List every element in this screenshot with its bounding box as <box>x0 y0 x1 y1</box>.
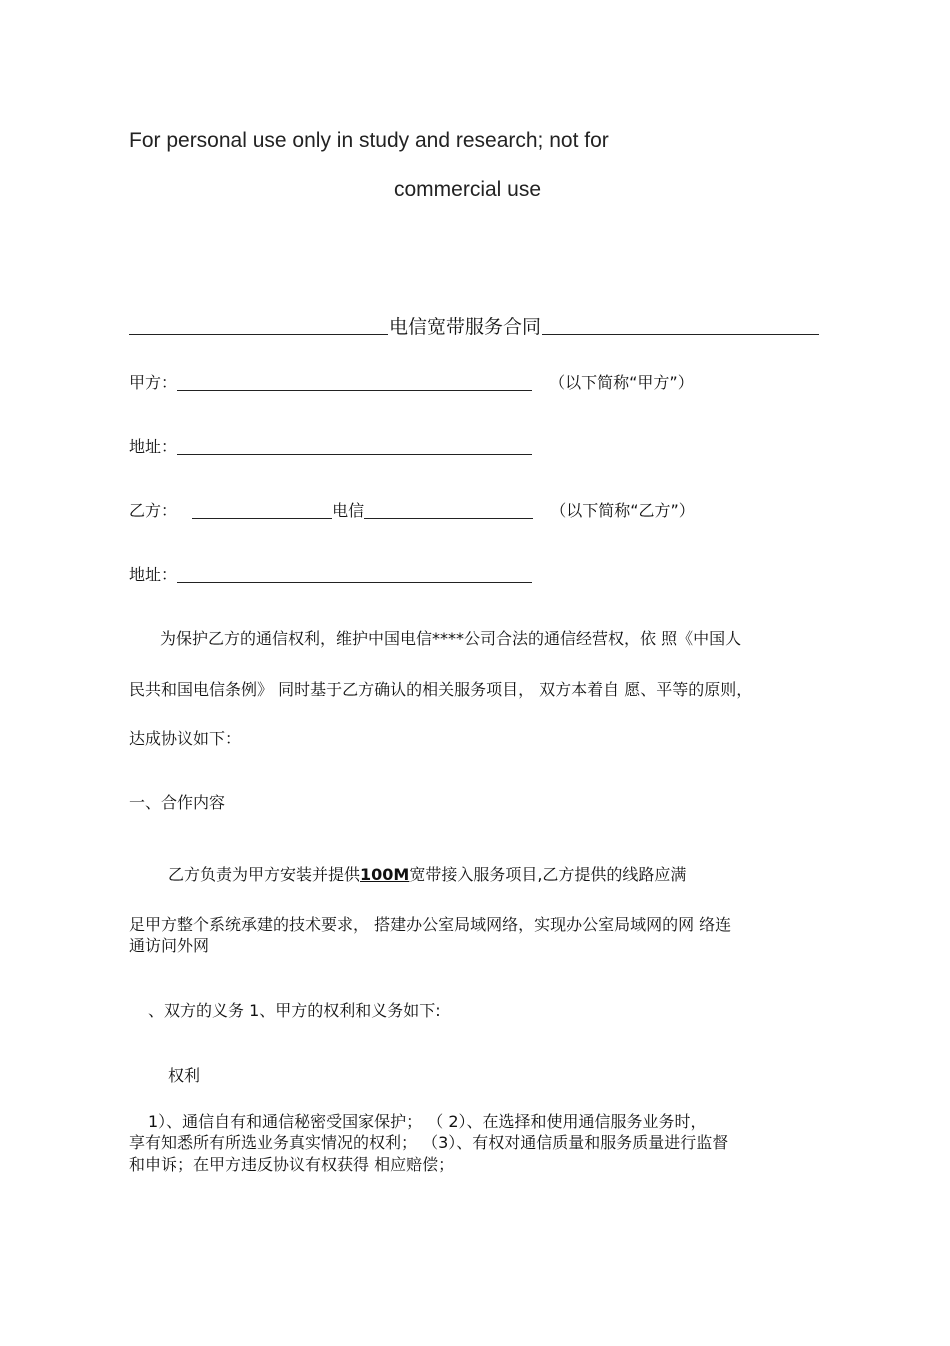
party-b-note: （以下简称“乙方”） <box>550 501 695 520</box>
address-a-blank[interactable] <box>177 438 532 455</box>
rights-line-1: 1）、通信自有和通信秘密受国家保护； （ 2）、在选择和使用通信服务业务时， <box>148 1112 707 1131</box>
party-a-blank[interactable] <box>177 374 532 391</box>
address-a-row <box>129 434 532 457</box>
party-a-note: （以下简称“甲方”） <box>549 373 694 392</box>
rights-line-3: 和申诉；在甲方违反协议有权获得 相应赔偿； <box>129 1155 455 1174</box>
party-a-row <box>129 370 694 393</box>
rights-heading: 权利 <box>168 1066 201 1085</box>
party-a-label: 甲方： <box>129 373 178 392</box>
address-b-row <box>129 562 532 585</box>
section-1-line-2: 足甲方整个系统承建的技术要求， 搭建办公室局域网络，实现办公室局域网的网 络连 <box>129 915 732 934</box>
party-b-blank-2[interactable] <box>364 502 533 519</box>
section-1-line-1-post: 宽带接入服务项目,乙方提供的线路应满 <box>409 865 687 884</box>
preamble-line-1: 为保护乙方的通信权利，维护中国电信****公司合法的通信经营权，依 照《中国人 <box>160 629 742 648</box>
section-2-heading: 、双方的义务 1、甲方的权利和义务如下: <box>148 1001 441 1020</box>
preamble-line-3: 达成协议如下： <box>129 729 242 748</box>
disclaimer-line-1: For personal use only in study and research; not for <box>129 129 609 152</box>
disclaimer-line-2: commercial use <box>394 178 542 201</box>
party-b-row <box>129 498 695 521</box>
rights-line-2: 享有知悉所有所选业务真实情况的权利； （3）、有权对通信质量和服务质量进行监督 <box>129 1133 729 1152</box>
party-b-label: 乙方： <box>129 501 178 520</box>
address-a-label: 地址： <box>129 437 178 456</box>
section-1-line-1-pre: 乙方负责为甲方安装并提供 <box>168 865 361 884</box>
section-1-line-1 <box>168 862 686 885</box>
preamble-line-2: 民共和国电信条例》 同时基于乙方确认的相关服务项目， 双方本着自 愿、平等的原则， <box>129 680 753 699</box>
section-1-heading: 一、合作内容 <box>129 793 226 812</box>
bandwidth-value: 100M <box>360 865 410 884</box>
address-b-label: 地址： <box>129 565 178 584</box>
address-b-blank[interactable] <box>177 566 532 583</box>
party-b-middle: 电信 <box>332 501 365 520</box>
contract-title: 电信宽带服务合同 <box>388 312 542 339</box>
section-1-line-3: 通访问外网 <box>129 936 210 955</box>
party-b-blank-1[interactable] <box>192 502 332 519</box>
